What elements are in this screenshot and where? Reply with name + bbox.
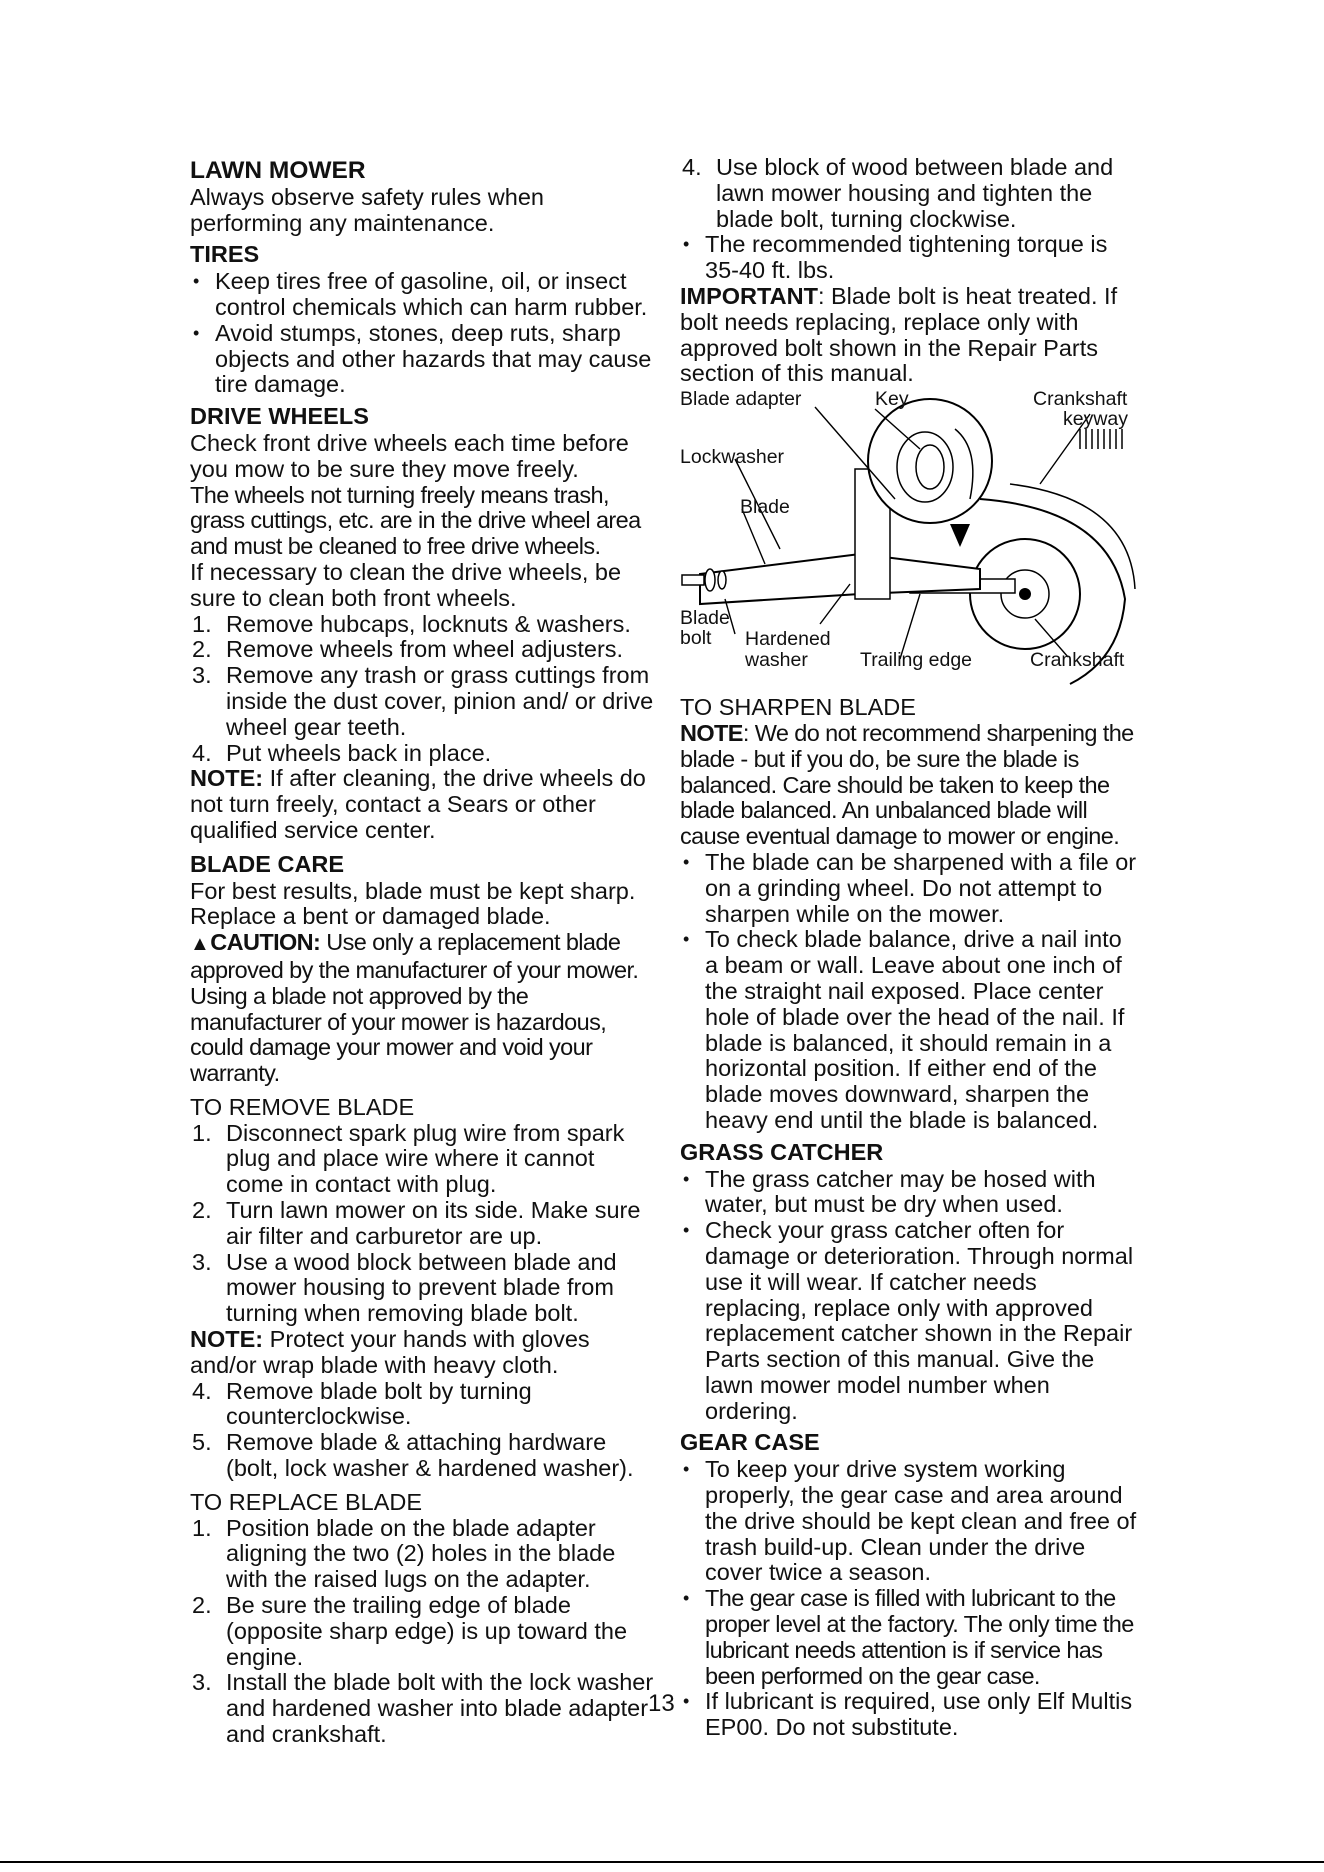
label-hardened-washer-1: Hardened — [745, 628, 831, 651]
label-lockwasher: Lockwasher — [680, 446, 785, 469]
list-item: • The grass catcher may be hosed with water, but must be dry when used. — [680, 1167, 1140, 1219]
tires-list — [190, 269, 655, 398]
gear-case-list — [680, 1457, 1140, 1741]
label-blade-adapter: Blade adapter — [680, 388, 802, 411]
section-title: LAWN MOWER — [190, 157, 366, 184]
label-trailing-edge: Trailing edge — [860, 649, 973, 672]
list-item: • Avoid stumps, stones, deep ruts, sharp objects and other hazards that may cause tire damage. — [190, 321, 655, 398]
gear-case-heading: GEAR CASE — [680, 1429, 820, 1456]
right-column — [680, 155, 1140, 1741]
grass-catcher-list — [680, 1167, 1140, 1425]
list-item: 1. Remove hubcaps, locknuts & washers. — [192, 610, 631, 637]
drive-wheels-heading: DRIVE WHEELS — [190, 403, 369, 430]
list-item: 1. Disconnect spark plug wire from spark plug and place wire where it cannot come in contact with plug. — [192, 1119, 625, 1198]
label-crankshaft-keyway-2: keyway — [1063, 408, 1129, 431]
list-item: • To check blade balance, drive a nail into a beam or wall. Leave about one inch of the straight nail exposed. Place center hole of blade over the head of the nail. If blade is balanced, it should remain in a horizontal position. If either end of the blade moves downward, sharpen the heavy end until the blade is balanced. — [680, 927, 1140, 1133]
drive-wheels-note: NOTE: If after cleaning, the drive wheels do not turn freely, contact a Sears or other qualified service center. — [190, 765, 646, 843]
label-crankshaft: Crankshaft — [1030, 649, 1125, 672]
blade-care-p1: For best results, blade must be kept sharp. Replace a bent or damaged blade. — [190, 877, 636, 930]
list-item: 2. Be sure the trailing edge of blade (opposite sharp edge) is up toward the engine. — [192, 1592, 628, 1670]
sharpen-note: NOTE: We do not recommend sharpening the blade - but if you do, be sure the blade is balanced. Care should be taken to keep the blade balanced. An unbalanced blade will cause eventual damage to mower or engine. — [680, 719, 1134, 850]
sharpen-heading: TO SHARPEN BLADE — [680, 694, 916, 721]
list-item: • The blade can be sharpened with a file or on a grinding wheel. Do not attempt to sharpen while on the mower. — [680, 850, 1140, 927]
remove-blade-heading: TO REMOVE BLADE — [190, 1093, 415, 1120]
left-column — [190, 155, 655, 1748]
label-blade-bolt-2: bolt — [680, 627, 712, 650]
list-item: • Check your grass catcher often for damage or deterioration. Through normal use it will wear. If catcher needs replacing, replace only with approved replacement catcher shown in the Repair Parts section of this manual. Give the lawn mower model number when ordering. — [680, 1218, 1140, 1424]
list-item: 3. Install the blade bolt with the lock washer and hardened washer into blade adapter and crankshaft. — [192, 1669, 654, 1748]
list-item: 3. Use a wood block between blade and mower housing to prevent blade from turning when removing blade bolt. — [192, 1248, 617, 1327]
list-item: • The gear case is filled with lubricant to the proper level at the factory. The only time the lubricant needs attention is if service has been performed on the gear case. — [680, 1586, 1140, 1689]
list-item: • If lubricant is required, use only Elf Multis EP00. Do not substitute. — [680, 1689, 1140, 1741]
drive-wheels-p1: Check front drive wheels each time before you mow to be sure they move freely. — [190, 429, 629, 482]
list-item: 3. Remove any trash or grass cuttings from inside the dust cover, pinion and/ or drive wheel gear teeth. — [192, 662, 654, 740]
remove-blade-steps-continued — [190, 1379, 655, 1482]
blade-care-heading: BLADE CARE — [190, 850, 345, 877]
list-item: • To keep your drive system working properly, the gear case and area around the drive should be kept clean and free of trash build-up. Clean under the drive cover twice a season. — [680, 1457, 1140, 1586]
important-paragraph: IMPORTANT: Blade bolt is heat treated. If bolt needs replacing, replace only with approved bolt shown in the Repair Parts section of this manual. — [680, 282, 1118, 387]
label-key: Key — [875, 388, 909, 411]
list-item: 1. Position blade on the blade adapter aligning the two (2) holes in the blade with the raised lugs on the adapter. — [192, 1514, 616, 1593]
remove-blade-note: NOTE: Protect your hands with gloves and/or wrap blade with heavy cloth. — [190, 1326, 590, 1378]
list-item: 2. Turn lawn mower on its side. Make sure air filter and carburetor are up. — [192, 1197, 641, 1249]
list-item: 5. Remove blade & attaching hardware (bolt, lock washer & hardened washer). — [192, 1429, 634, 1482]
replace-blade-steps — [190, 1516, 655, 1748]
warning-triangle-icon: ▲ — [190, 933, 210, 956]
blade-assembly-diagram — [680, 389, 1140, 689]
replace-blade-steps-continued — [680, 155, 1140, 232]
label-hardened-washer-2: washer — [745, 649, 808, 672]
list-item: 4. Remove blade bolt by turning counterclockwise. — [192, 1377, 532, 1430]
replace-blade-heading: TO REPLACE BLADE — [190, 1488, 423, 1515]
list-item: • The recommended tightening torque is 35-40 ft. lbs. — [680, 232, 1140, 284]
label-crankshaft-keyway-1: Crankshaft — [1033, 388, 1128, 411]
list-item: 2. Remove wheels from wheel adjusters. — [192, 636, 624, 663]
remove-blade-steps — [190, 1121, 655, 1327]
caution-paragraph: ▲CAUTION: Use only a replacement blade approved by the manufacturer of your mower. Using a blade not approved by the manufacturer of your mower is hazardous, could damage your mower and void your warranty. — [190, 929, 639, 1087]
page-number: 13 — [648, 1690, 675, 1717]
list-item: • Keep tires free of gasoline, oil, or insect control chemicals which can harm rubber. — [190, 269, 655, 321]
intro-text: Always observe safety rules when performing any maintenance. — [190, 183, 544, 236]
drive-wheels-p3: If necessary to clean the drive wheels, be sure to clean both front wheels. — [190, 558, 622, 611]
drive-wheels-p2: The wheels not turning freely means trash, grass cuttings, etc. are in the drive wheel area and must be cleaned to free drive wheels. — [190, 481, 641, 560]
grass-catcher-heading: GRASS CATCHER — [680, 1138, 884, 1165]
drive-wheels-steps — [190, 612, 655, 767]
label-blade-bolt-1: Blade — [680, 607, 730, 630]
label-blade: Blade — [740, 496, 790, 519]
torque-list — [680, 232, 1140, 284]
sharpen-list — [680, 850, 1140, 1134]
tires-heading: TIRES — [190, 241, 260, 268]
list-item: 4. Use block of wood between blade and lawn mower housing and tighten the blade bolt, turning clockwise. — [682, 154, 1114, 232]
bottom-rule — [0, 1861, 1324, 1863]
list-item: 4. Put wheels back in place. — [192, 739, 492, 766]
